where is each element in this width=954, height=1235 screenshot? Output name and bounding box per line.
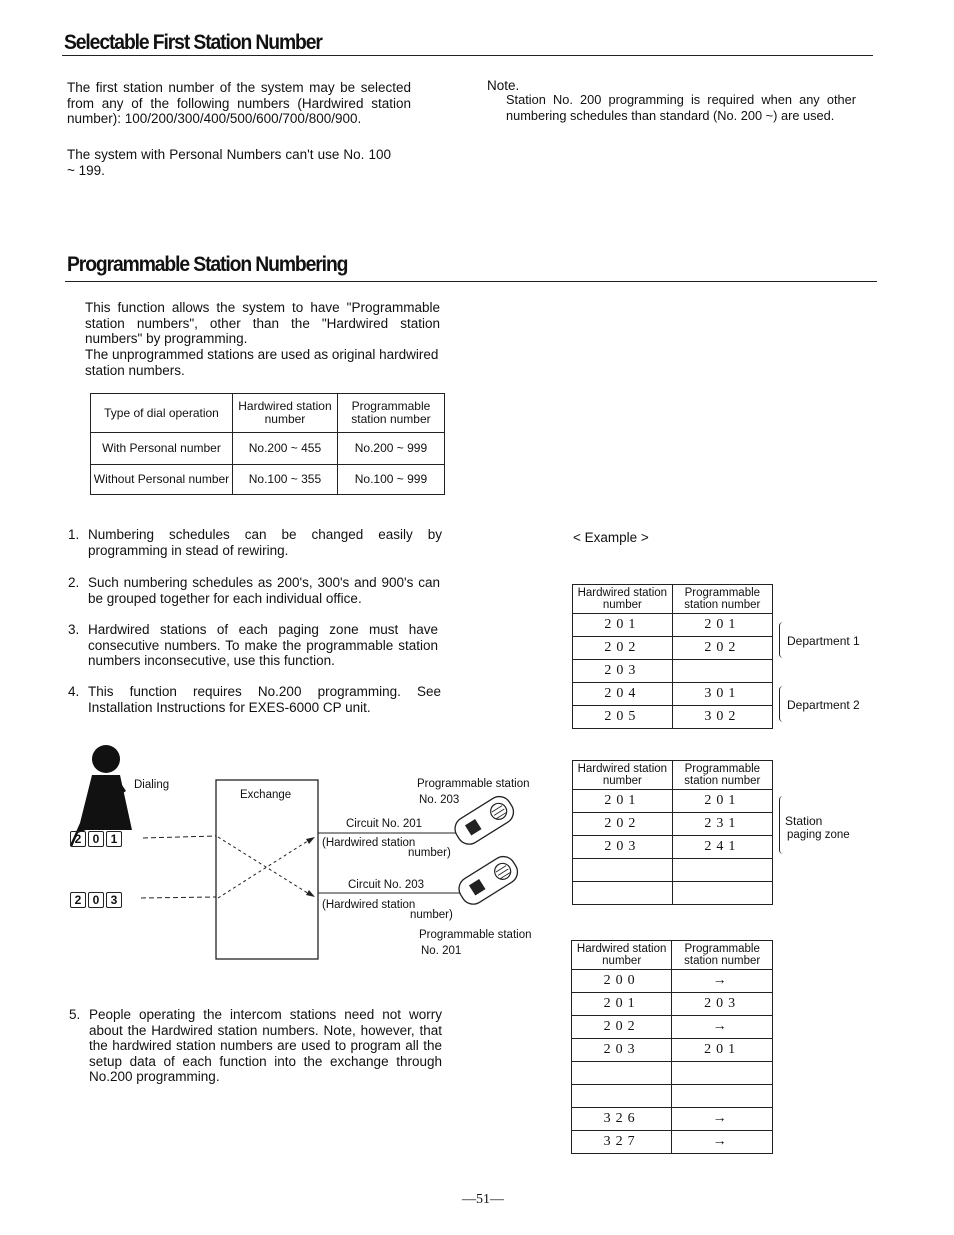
programmable-station-201-label: Programmable station [419,929,532,941]
dialing-label: Dialing [134,779,170,791]
example-table-renumbering [571,940,773,1154]
table-cell: 201 [672,790,772,813]
personal-number-paragraph: The system with Personal Numbers can't use No. 100 ~ 199. [67,147,391,178]
table-cell: 202 [573,813,673,836]
list-number: 2. [68,575,80,590]
table-cell [672,660,772,683]
table-cell: 203 [572,1039,672,1062]
table-cell: 302 [672,706,772,729]
table-cell [672,1062,773,1085]
hardwired-note-1b: number) [408,847,451,859]
intro-paragraph-2: The unprogrammed stations are used as original hardwired station numbers. [85,347,439,378]
table-cell: 231 [672,813,772,836]
table-cell: 202 [672,637,772,660]
list-text: Hardwired stations of each paging zone must have consecutive numbers. To make the programmable station numbers inconsecutive, use this function. [88,622,438,668]
section-title-selectable: Selectable First Station Number [64,31,322,54]
connection-line [218,837,314,898]
range-table [90,393,445,495]
table-cell: 201 [672,614,772,637]
header-type: Type of dial operation [91,394,233,433]
table-cell: → [672,1108,773,1131]
note-text: Station No. 200 programming is required when any other numbering schedules than standard (No. 200 ~) are used. [506,92,856,123]
list-item [69,1007,442,1085]
table-cell: 202 [572,1016,672,1039]
table-cell: 201 [672,1039,773,1062]
table-cell [573,882,673,905]
dial-line-203 [141,897,216,898]
hardwired-note-2b: number) [410,909,453,921]
list-item [68,622,438,669]
table-cell: No.100 ~ 999 [337,465,444,495]
programmable-station-203-label: Programmable station [417,778,530,790]
page-number: —51— [462,1192,504,1207]
key-digit: 0 [88,831,104,847]
table-cell: 200 [572,970,672,993]
table-cell: 201 [572,993,672,1016]
list-item [68,684,441,715]
programmable-station-201-number: No. 201 [421,945,462,957]
table-cell: 204 [573,683,673,706]
header-programmable: Programmable station number [337,394,444,433]
brace-paging-zone [779,796,783,854]
list-item [68,575,440,606]
circuit-201-label: Circuit No. 201 [346,818,423,830]
paging-zone-label-2: paging zone [787,829,850,841]
title-rule [65,281,877,282]
table-cell: 203 [573,836,673,859]
table-cell [672,1085,773,1108]
list-text: Numbering schedules can be changed easily by programming in stead of rewiring. [88,527,442,558]
exchange-box [216,780,318,959]
table-cell: 201 [573,790,673,813]
list-text: People operating the intercom stations need not worry about the Hardwired station numbers. Note, however, that the hardwired station numbers are used to program all the setup data of each function into the exchange through No.200 programming. [89,1007,442,1084]
table-cell: 203 [573,660,673,683]
note-label: Note. [487,78,520,93]
key-digit: 0 [88,892,104,908]
intro-paragraph: This function allows the system to have "Programmable station numbers", other than the "Hardwired station numbers" by programming. [85,300,440,346]
station-handset-icon [455,852,520,909]
table-cell: No.200 ~ 455 [232,433,337,465]
list-number: 1. [68,527,80,542]
header-hardwired: Hardwired station number [232,394,337,433]
header-hardwired: Hardwired station number [573,585,673,614]
department-1-label: Department 1 [787,634,860,648]
hardwired-note-2: (Hardwired station [322,899,416,911]
table-cell [572,1062,672,1085]
table-cell: No.100 ~ 355 [232,465,337,495]
table-cell: Without Personal number [91,465,233,495]
paging-zone-label-1: Station [785,814,823,828]
table-cell: With Personal number [91,433,233,465]
table-cell: 327 [572,1131,672,1154]
dial-line-201 [143,836,216,838]
example-table-departments [572,584,773,729]
header-programmable: Programmable station number [672,761,772,790]
list-number: 3. [68,622,80,637]
table-cell: 201 [573,614,673,637]
table-cell: 202 [573,637,673,660]
table-cell: 301 [672,683,772,706]
programmable-station-203-number: No. 203 [419,794,460,806]
title-rule [62,55,873,56]
table-cell [573,859,673,882]
brace-department-1 [779,622,783,658]
exchange-label: Exchange [240,789,292,801]
selectable-paragraph: The first station number of the system may be selected from any of the following numbers (Hardwired station number): 100/200/300/400/500/600/700/800/900. [67,80,411,126]
table-cell: 326 [572,1108,672,1131]
table-cell [672,882,772,905]
station-handset-icon [451,792,518,849]
key-digit: 1 [106,831,122,847]
table-cell: 241 [672,836,772,859]
header-programmable: Programmable station number [672,585,772,614]
keypad-201 [70,830,124,848]
table-cell: No.200 ~ 999 [337,433,444,465]
key-digit: 2 [70,831,86,847]
department-2-label: Department 2 [787,698,860,712]
brace-department-2 [779,686,783,722]
table-cell: 203 [672,993,773,1016]
table-cell [572,1085,672,1108]
list-text: Such numbering schedules as 200's, 300's and 900's can be grouped together for each individual office. [88,575,440,606]
arrow-head [306,837,315,844]
table-cell: → [672,1131,773,1154]
example-label: < Example > [573,530,649,545]
header-hardwired: Hardwired station number [572,941,672,970]
key-digit: 3 [106,892,122,908]
list-text: This function requires No.200 programming. See Installation Instructions for EXES-6000 CP unit. [88,684,441,715]
table-cell: → [672,1016,773,1039]
key-digit: 2 [70,892,86,908]
table-cell [672,859,772,882]
list-number: 4. [68,684,80,699]
list-number: 5. [69,1007,81,1022]
keypad-203 [70,891,124,909]
header-programmable: Programmable station number [672,941,773,970]
section-title-programmable: Programmable Station Numbering [67,253,348,276]
table-cell: → [672,970,773,993]
list-item [68,527,442,558]
header-hardwired: Hardwired station number [573,761,673,790]
table-cell: 205 [573,706,673,729]
example-table-paging-zone [572,760,773,905]
circuit-203-label: Circuit No. 203 [348,879,425,891]
arrow-head [306,890,315,897]
hardwired-note-1: (Hardwired station [322,837,416,849]
